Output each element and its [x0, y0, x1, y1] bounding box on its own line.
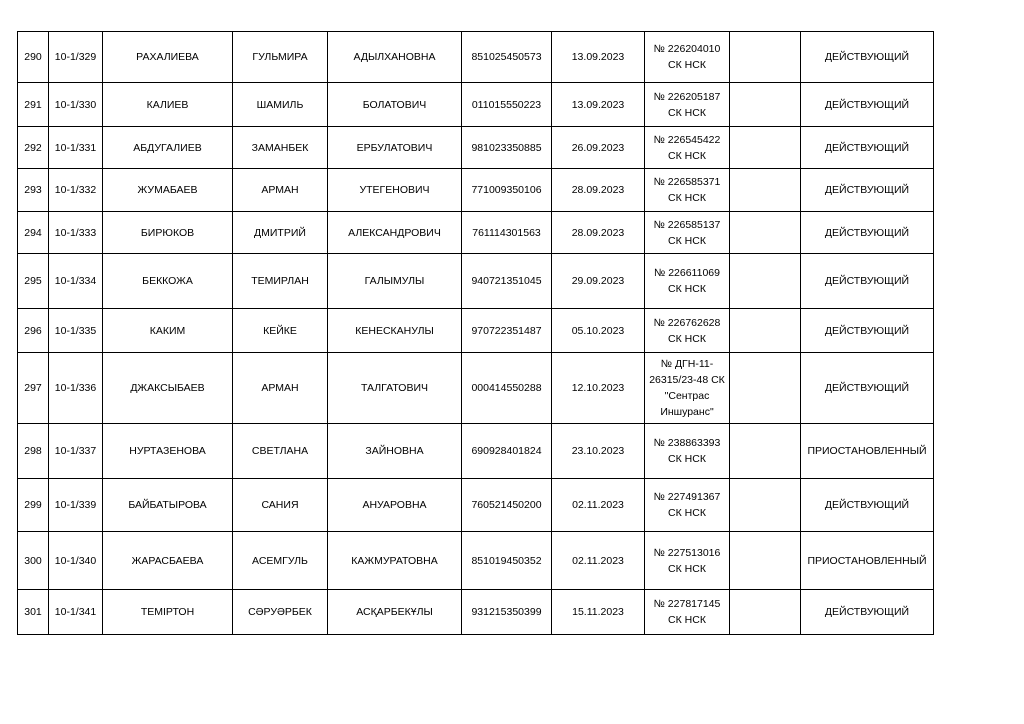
iin-cell: 760521450200 — [462, 479, 552, 532]
first-name-cell: САНИЯ — [233, 479, 328, 532]
iin-cell: 000414550288 — [462, 353, 552, 424]
patronymic-cell: УТЕГЕНОВИЧ — [328, 169, 462, 212]
insurance-policy-cell: № ДГН-11-26315/23-48 СК "Сентрас Иншуранс" — [645, 353, 730, 424]
surname-cell: КАКИМ — [103, 309, 233, 353]
insurance-policy-cell: № 238863393 СК НСК — [645, 424, 730, 479]
status-cell: ПРИОСТАНОВЛЕННЫЙ — [801, 532, 934, 590]
table-row — [18, 212, 934, 254]
insurance-policy-cell: № 226762628 СК НСК — [645, 309, 730, 353]
iin-cell: 981023350885 — [462, 127, 552, 169]
surname-cell: ДЖАКСЫБАЕВ — [103, 353, 233, 424]
date-cell: 12.10.2023 — [552, 353, 645, 424]
note-cell — [730, 83, 801, 127]
patronymic-cell: КАЖМУРАТОВНА — [328, 532, 462, 590]
note-cell — [730, 353, 801, 424]
first-name-cell: СВЕТЛАНА — [233, 424, 328, 479]
row-number-cell: 290 — [18, 32, 49, 83]
first-name-cell: ЗАМАНБЕК — [233, 127, 328, 169]
table-row — [18, 532, 934, 590]
iin-cell: 771009350106 — [462, 169, 552, 212]
date-cell: 13.09.2023 — [552, 83, 645, 127]
insurance-policy-cell: № 226611069 СК НСК — [645, 254, 730, 309]
table-row — [18, 32, 934, 83]
surname-cell: ЖАРАСБАЕВА — [103, 532, 233, 590]
registration-number-cell: 10-1/329 — [49, 32, 103, 83]
date-cell: 15.11.2023 — [552, 590, 645, 635]
surname-cell: РАХАЛИЕВА — [103, 32, 233, 83]
first-name-cell: ШАМИЛЬ — [233, 83, 328, 127]
date-cell: 02.11.2023 — [552, 479, 645, 532]
registration-number-cell: 10-1/335 — [49, 309, 103, 353]
row-number-cell: 292 — [18, 127, 49, 169]
first-name-cell: КЕЙКЕ — [233, 309, 328, 353]
row-number-cell: 294 — [18, 212, 49, 254]
patronymic-cell: АНУАРОВНА — [328, 479, 462, 532]
registration-number-cell: 10-1/337 — [49, 424, 103, 479]
date-cell: 02.11.2023 — [552, 532, 645, 590]
insurance-policy-cell: № 226545422 СК НСК — [645, 127, 730, 169]
date-cell: 13.09.2023 — [552, 32, 645, 83]
status-cell: ДЕЙСТВУЮЩИЙ — [801, 479, 934, 532]
iin-cell: 761114301563 — [462, 212, 552, 254]
note-cell — [730, 169, 801, 212]
table-row — [18, 169, 934, 212]
surname-cell: БЕККОЖА — [103, 254, 233, 309]
registry-body — [18, 32, 934, 635]
iin-cell: 011015550223 — [462, 83, 552, 127]
table-row — [18, 479, 934, 532]
status-cell: ДЕЙСТВУЮЩИЙ — [801, 83, 934, 127]
date-cell: 05.10.2023 — [552, 309, 645, 353]
registration-number-cell: 10-1/333 — [49, 212, 103, 254]
status-cell: ПРИОСТАНОВЛЕННЫЙ — [801, 424, 934, 479]
note-cell — [730, 309, 801, 353]
patronymic-cell: ЗАЙНОВНА — [328, 424, 462, 479]
table-row — [18, 590, 934, 635]
table-row — [18, 83, 934, 127]
row-number-cell: 291 — [18, 83, 49, 127]
iin-cell: 851019450352 — [462, 532, 552, 590]
patronymic-cell: ГАЛЫМУЛЫ — [328, 254, 462, 309]
insurance-policy-cell: № 227817145 СК НСК — [645, 590, 730, 635]
table-row — [18, 254, 934, 309]
note-cell — [730, 479, 801, 532]
surname-cell: КАЛИЕВ — [103, 83, 233, 127]
surname-cell: НУРТАЗЕНОВА — [103, 424, 233, 479]
first-name-cell: АРМАН — [233, 169, 328, 212]
iin-cell: 690928401824 — [462, 424, 552, 479]
insurance-policy-cell: № 226205187 СК НСК — [645, 83, 730, 127]
status-cell: ДЕЙСТВУЮЩИЙ — [801, 127, 934, 169]
registration-number-cell: 10-1/330 — [49, 83, 103, 127]
iin-cell: 970722351487 — [462, 309, 552, 353]
table-row — [18, 353, 934, 424]
status-cell: ДЕЙСТВУЮЩИЙ — [801, 169, 934, 212]
note-cell — [730, 424, 801, 479]
patronymic-cell: АСҚАРБЕКҰЛЫ — [328, 590, 462, 635]
row-number-cell: 298 — [18, 424, 49, 479]
first-name-cell: ДМИТРИЙ — [233, 212, 328, 254]
row-number-cell: 299 — [18, 479, 49, 532]
patronymic-cell: ЕРБУЛАТОВИЧ — [328, 127, 462, 169]
surname-cell: АБДУГАЛИЕВ — [103, 127, 233, 169]
status-cell: ДЕЙСТВУЮЩИЙ — [801, 32, 934, 83]
date-cell: 23.10.2023 — [552, 424, 645, 479]
patronymic-cell: БОЛАТОВИЧ — [328, 83, 462, 127]
patronymic-cell: АЛЕКСАНДРОВИЧ — [328, 212, 462, 254]
surname-cell: ТЕМІРТОН — [103, 590, 233, 635]
date-cell: 28.09.2023 — [552, 169, 645, 212]
note-cell — [730, 127, 801, 169]
registration-number-cell: 10-1/331 — [49, 127, 103, 169]
registration-number-cell: 10-1/334 — [49, 254, 103, 309]
row-number-cell: 296 — [18, 309, 49, 353]
registration-number-cell: 10-1/332 — [49, 169, 103, 212]
registration-number-cell: 10-1/340 — [49, 532, 103, 590]
status-cell: ДЕЙСТВУЮЩИЙ — [801, 590, 934, 635]
date-cell: 26.09.2023 — [552, 127, 645, 169]
surname-cell: БАЙБАТЫРОВА — [103, 479, 233, 532]
note-cell — [730, 532, 801, 590]
iin-cell: 931215350399 — [462, 590, 552, 635]
surname-cell: ЖУМАБАЕВ — [103, 169, 233, 212]
status-cell: ДЕЙСТВУЮЩИЙ — [801, 309, 934, 353]
row-number-cell: 301 — [18, 590, 49, 635]
insurance-policy-cell: № 227513016 СК НСК — [645, 532, 730, 590]
insurance-policy-cell: № 226204010 СК НСК — [645, 32, 730, 83]
first-name-cell: ГУЛЬМИРА — [233, 32, 328, 83]
status-cell: ДЕЙСТВУЮЩИЙ — [801, 353, 934, 424]
first-name-cell: СӘРУӘРБЕК — [233, 590, 328, 635]
row-number-cell: 297 — [18, 353, 49, 424]
patronymic-cell: ТАЛГАТОВИЧ — [328, 353, 462, 424]
iin-cell: 940721351045 — [462, 254, 552, 309]
note-cell — [730, 590, 801, 635]
row-number-cell: 295 — [18, 254, 49, 309]
row-number-cell: 293 — [18, 169, 49, 212]
registration-number-cell: 10-1/339 — [49, 479, 103, 532]
table-row — [18, 127, 934, 169]
status-cell: ДЕЙСТВУЮЩИЙ — [801, 254, 934, 309]
registry-table — [17, 31, 934, 635]
registration-number-cell: 10-1/341 — [49, 590, 103, 635]
row-number-cell: 300 — [18, 532, 49, 590]
surname-cell: БИРЮКОВ — [103, 212, 233, 254]
note-cell — [730, 254, 801, 309]
insurance-policy-cell: № 226585371 СК НСК — [645, 169, 730, 212]
table-row — [18, 424, 934, 479]
iin-cell: 851025450573 — [462, 32, 552, 83]
insurance-policy-cell: № 227491367 СК НСК — [645, 479, 730, 532]
first-name-cell: АРМАН — [233, 353, 328, 424]
date-cell: 28.09.2023 — [552, 212, 645, 254]
patronymic-cell: КЕНЕСКАНУЛЫ — [328, 309, 462, 353]
status-cell: ДЕЙСТВУЮЩИЙ — [801, 212, 934, 254]
insurance-policy-cell: № 226585137 СК НСК — [645, 212, 730, 254]
date-cell: 29.09.2023 — [552, 254, 645, 309]
registration-number-cell: 10-1/336 — [49, 353, 103, 424]
first-name-cell: ТЕМИРЛАН — [233, 254, 328, 309]
table-row — [18, 309, 934, 353]
first-name-cell: АСЕМГУЛЬ — [233, 532, 328, 590]
note-cell — [730, 212, 801, 254]
note-cell — [730, 32, 801, 83]
patronymic-cell: АДЫЛХАНОВНА — [328, 32, 462, 83]
